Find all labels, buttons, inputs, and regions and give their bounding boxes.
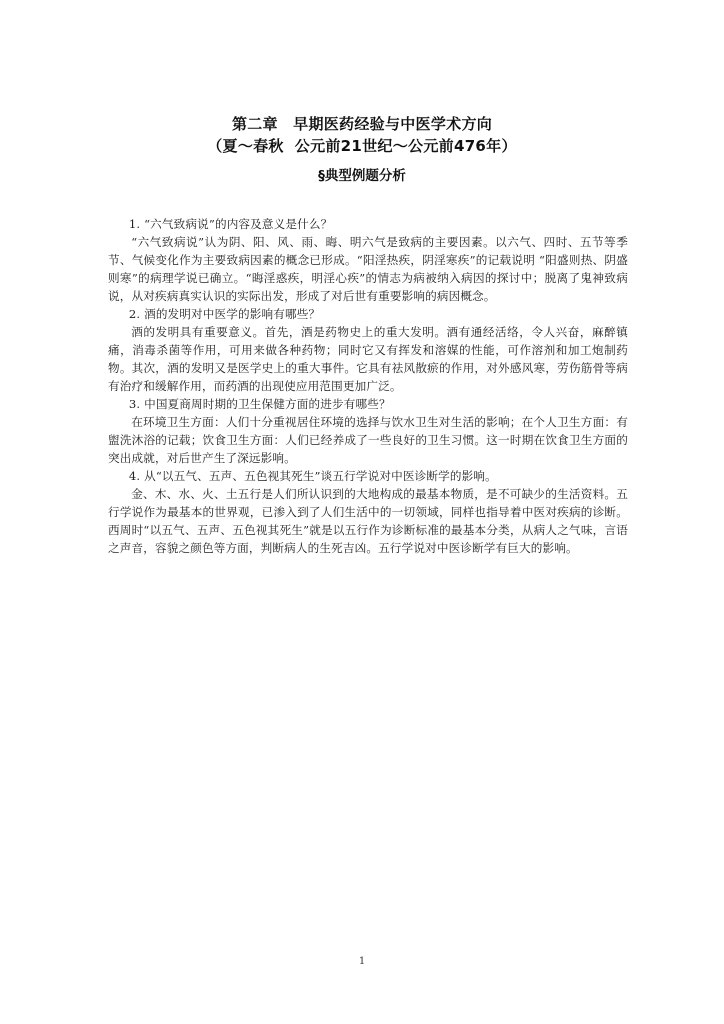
- question-4: 4. 从“以五气、五声、五色视其死生”谈五行学说对中医诊断学的影响。: [128, 469, 497, 483]
- chapter-subtitle-period: （夏～春秋 公元前21世纪～公元前476年）: [207, 137, 517, 155]
- page-number: 1: [358, 956, 366, 967]
- answer-4: 金、木、水、火、土五行是人们所认识到的大地构成的最基本物质，是不可缺少的生活资料。五行学说作为最基本的世界观，已渗入到了人们生活中的一切领域，同样也指导着中医对疾病的诊断。西周时“以五气、五声、五色视其死生”就是以五行作为诊断标准的最基本分类，从病人之气味，言语之声音，容貌之颜色等方面，判断病人的生死吉凶。五行学说对中医诊断学有巨大的影响。: [108, 487, 628, 555]
- question-1: 1. “六气致病说”的内容及意义是什么？: [128, 217, 333, 231]
- answer-2: 酒的发明具有重要意义。首先，酒是药物史上的重大发明。酒有通经活络，令人兴奋，麻醉镇痛，消毒杀菌等作用，可用来做各种药物；同时它又有挥发和溶媒的性能，可作溶剂和加工炮制药物。其次，酒的发明又是医学史上的重大事件。它具有祛风散瘀的作用，对外感风寒，劳伤筋骨等病有治疗和缓解作用，而药酒的出现使应用范围更加广泛。: [108, 325, 628, 393]
- answer-3: 在环境卫生方面：人们十分重视居住环境的选择与饮水卫生对生活的影响；在个人卫生方面：有盥洗沐浴的记载；饮食卫生方面：人们已经养成了一些良好的卫生习惯。这一时期在饮食卫生方面的突出成就，对后世产生了深远影响。: [108, 415, 628, 465]
- question-2: 2. 酒的发明对中医学的影响有哪些？: [128, 307, 321, 321]
- section-heading: §典型例题分析: [318, 168, 406, 184]
- chapter-title-block: [0, 113, 724, 157]
- document-body: [108, 215, 628, 557]
- answer-1: “六气致病说”认为阴、阳、风、雨、晦、明六气是致病的主要因素。以六气、四时、五节等季节、气候变化作为主要致病因素的概念已形成。“阳淫热疾，阴淫寒疾”的记载说明 “阳盛则热、阴盛则寒”的病理学说已确立。“晦淫惑疾，明淫心疾”的情志为病被纳入病因的探讨中；脱离了鬼神致病说，从对疾病真实认识的实际出发，形成了对后世有重要影响的病因概念。: [108, 235, 628, 303]
- chapter-title: 第二章 早期医药经验与中医学术方向: [231, 115, 493, 133]
- question-3: 3. 中国夏商周时期的卫生保健方面的进步有哪些？: [128, 397, 391, 411]
